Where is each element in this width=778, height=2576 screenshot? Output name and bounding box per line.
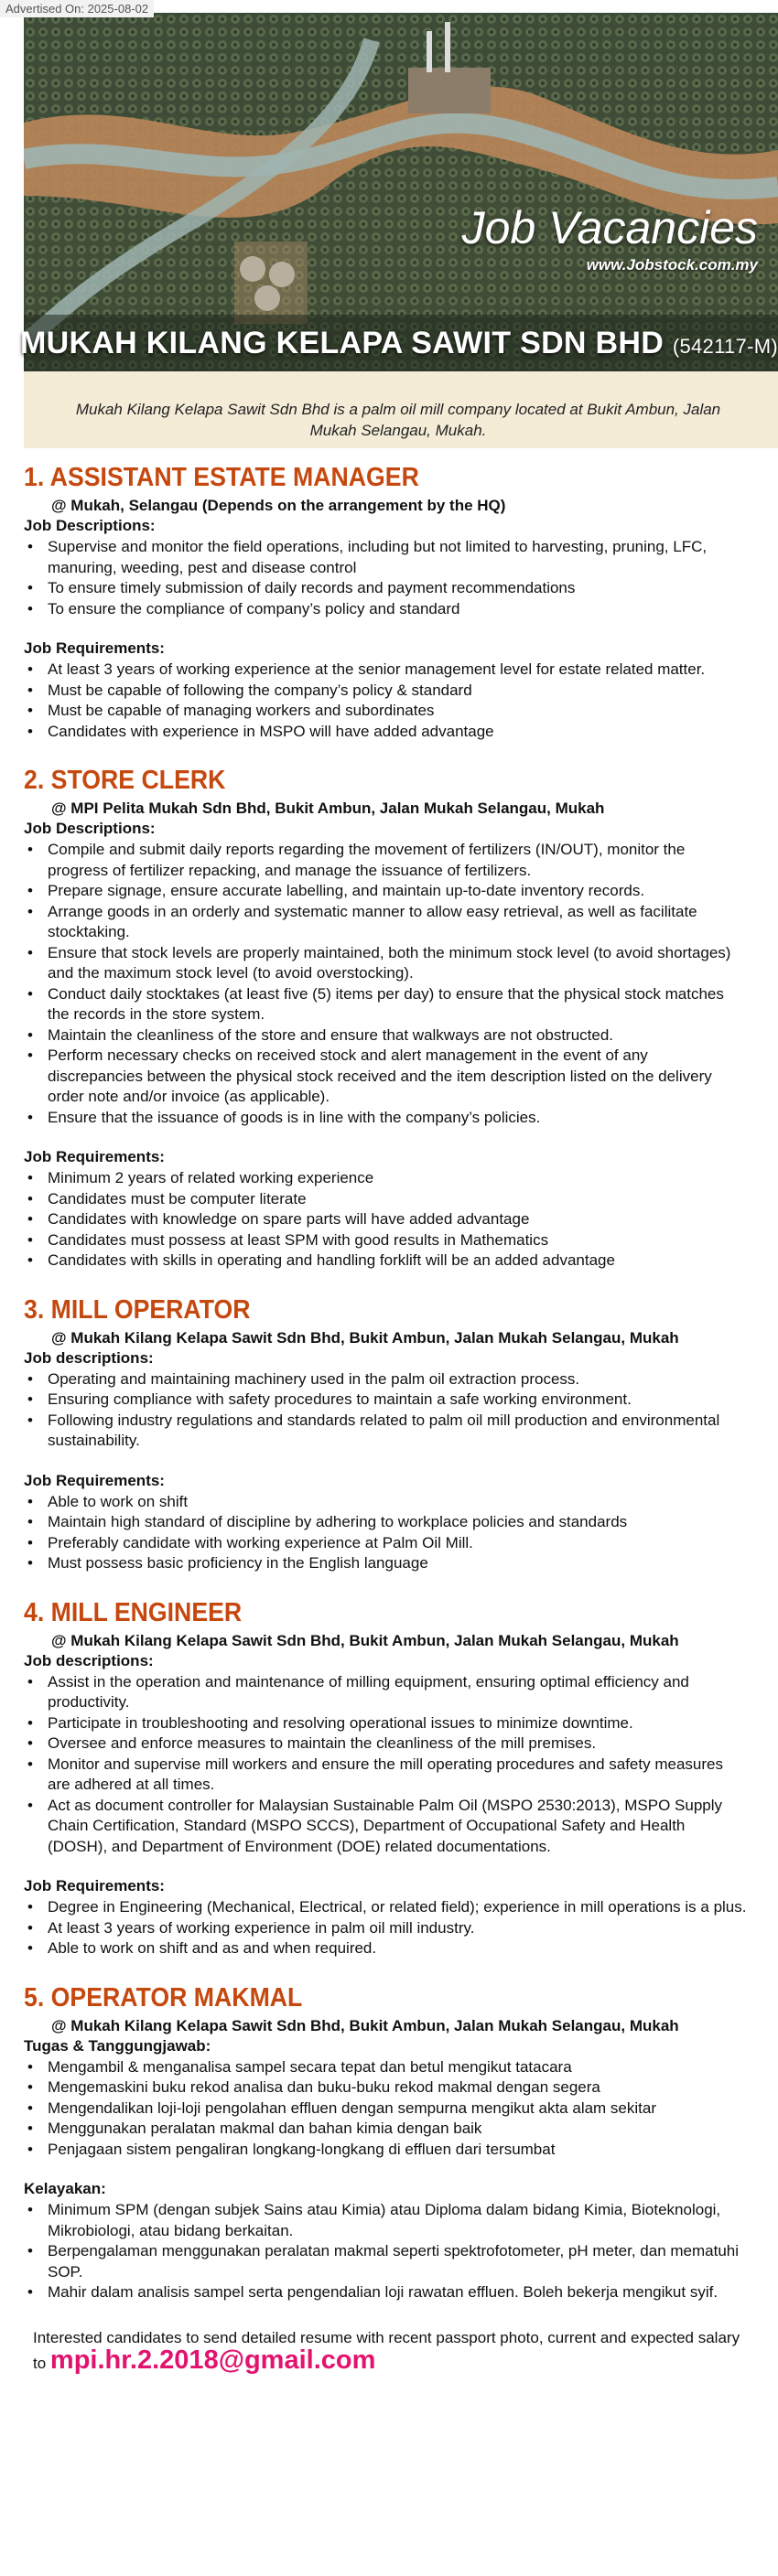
spacer [24,2160,747,2180]
requirements-list [24,660,747,742]
spacer [24,742,747,766]
job-section [24,1295,747,1598]
requirement-item: • Maintain high standard of discipline by adhering to workplace policies and standards [24,1512,747,1533]
requirements-list [24,1168,747,1272]
requirements-list [24,1897,747,1959]
description-item: • Perform necessary checks on received stock and alert management in the event of any discrepancies between the physical stock received and the item description listed on the delivery order note and/or invoice (as applicable). [24,1046,747,1108]
requirement-item: • Candidates with skills in operating and handling forklift will be an added advantage [24,1250,747,1272]
description-item: • Arrange goods in an orderly and systematic manner to allow easy retrieval, as well as facilitate stocktaking. [24,902,747,943]
spacer [24,1574,747,1598]
footer-text: Interested candidates to send detailed resume with recent passport photo, current and expected salary to [33,2328,740,2372]
job-listing [24,463,747,2375]
job-title: 5. OPERATOR MAKMAL [24,1982,303,2012]
job-location: @ Mukah Kilang Kelapa Sawit Sdn Bhd, Bukit Ambun, Jalan Mukah Selangau, Mukah [51,1328,679,1347]
job-section [24,1983,747,2327]
application-footer [33,2327,747,2375]
description-item: • Monitor and supervise mill workers and ensure the mill operating procedures and safety measures are adhered at all times. [24,1755,747,1796]
requirement-item: • Mahir dalam analisis sampel serta pengendalian loji rawatan effluen. Boleh bekerja mengikut syif. [24,2282,747,2303]
requirement-item: • Must possess basic proficiency in the English language [24,1553,747,1574]
requirement-item: • Candidates with experience in MSPO will have added advantage [24,722,747,743]
requirement-item: • Candidates must possess at least SPM with good results in Mathematics [24,1230,747,1251]
company-description: Mukah Kilang Kelapa Sawit Sdn Bhd is a palm oil mill company located at Bukit Ambun, Jalan Mukah Selangau, Mukah. [75,401,721,439]
requirement-item: • At least 3 years of working experience in palm oil mill industry. [24,1918,747,1939]
spacer [24,1452,747,1472]
requirement-item: • Able to work on shift [24,1492,747,1513]
description-item: • Penjagaan sistem pengaliran longkang-longkang di effluen dari tersumbat [24,2140,747,2161]
description-item: • Menggunakan peralatan makmal dan bahan kimia dengan baik [24,2119,747,2140]
company-name-text: MUKAH KILANG KELAPA SAWIT SDN BHD [20,326,665,360]
description-item: • Operating and maintaining machinery used in the palm oil extraction process. [24,1369,747,1390]
description-item: • Compile and submit daily reports regarding the movement of fertilizers (IN/OUT), monitor the progress of fertilizer repacking, and manage the issuance of fertilizers. [24,840,747,881]
job-location: @ Mukah Kilang Kelapa Sawit Sdn Bhd, Bukit Ambun, Jalan Mukah Selangau, Mukah [51,2016,679,2034]
requirements-heading: Job Requirements: [24,1877,165,1894]
description-item: • Supervise and monitor the field operations, including but not limited to harvesting, pruning, LFC, manuring, weeding, pest and disease control [24,537,747,578]
descriptions-heading: Job Descriptions: [24,517,156,534]
requirement-item: • Must be capable of managing workers and subordinates [24,701,747,722]
description-item: • Ensuring compliance with safety procedures to maintain a safe working environment. [24,1390,747,1411]
description-item: • Assist in the operation and maintenance of milling equipment, ensuring optimal efficiency and productivity. [24,1672,747,1713]
requirement-item: • Candidates must be computer literate [24,1189,747,1210]
descriptions-heading: Job descriptions: [24,1348,154,1367]
requirements-list [24,1492,747,1574]
job-location: @ Mukah, Selangau (Depends on the arrangement by the HQ) [51,497,506,514]
description-item: • Mengemaskini buku rekod analisa dan buku-buku rekod makmal dengan segera [24,2077,747,2098]
requirement-item: • Minimum SPM (dengan subjek Sains atau Kimia) atau Diploma dalam bidang Kimia, Bioteknologi, Mikrobiologi, atau bidang berkaitan. [24,2200,747,2241]
description-item: • Mengambil & menganalisa sampel secara tepat dan betul mengikut tatacara [24,2057,747,2078]
advertised-date: Advertised On: 2025-08-02 [0,0,154,17]
spacer [24,1128,747,1148]
requirement-item: • Must be capable of following the company’s policy & standard [24,681,747,702]
descriptions-list [24,537,747,619]
jobs-container [24,463,747,2327]
spacer [24,619,747,639]
contact-email[interactable]: mpi.hr.2.2018@gmail.com [49,2345,376,2375]
job-location: @ MPI Pelita Mukah Sdn Bhd, Bukit Ambun, Jalan Mukah Selangau, Mukah [51,800,605,817]
job-title: 4. MILL ENGINEER [24,1597,243,1627]
job-section [24,463,747,766]
spacer [24,1959,747,1983]
requirements-list [24,2200,747,2303]
description-item: • Maintain the cleanliness of the store and ensure that walkways are not obstructed. [24,1025,747,1046]
description-item: • Following industry regulations and standards related to palm oil mill production and environmental sustainability. [24,1411,747,1452]
requirement-item: • Minimum 2 years of related working experience [24,1168,747,1189]
job-section [24,1598,747,1983]
job-section [24,766,747,1295]
requirements-heading: Job Requirements: [24,1471,165,1489]
requirement-item: • Preferably candidate with working experience at Palm Oil Mill. [24,1533,747,1554]
spacer [24,1272,747,1295]
job-location: @ Mukah Kilang Kelapa Sawit Sdn Bhd, Bukit Ambun, Jalan Mukah Selangau, Mukah [51,1631,679,1649]
requirement-item: • Able to work on shift and as and when required. [24,1938,747,1959]
job-vacancies-heading: Job Vacancies [461,202,758,253]
company-reg-no: (542117-M) [672,335,778,358]
description-item: • Ensure that stock levels are properly maintained, both the minimum stock level (to avoid shortages) and the maximum stock level (to avoid overstocking). [24,943,747,984]
site-url[interactable]: www.Jobstock.com.my [586,256,758,274]
job-title: 2. STORE CLERK [24,766,226,795]
description-item: • To ensure the compliance of company’s policy and standard [24,599,747,620]
requirements-heading: Job Requirements: [24,1148,165,1165]
descriptions-heading: Job descriptions: [24,1651,154,1669]
description-item: • Conduct daily stocktakes (at least five (5) items per day) to ensure that the physical stock matches the records in the store system. [24,984,747,1025]
requirements-heading: Kelayakan: [24,2180,106,2197]
company-name [20,326,778,361]
description-item: • Participate in troubleshooting and resolving operational issues to minimize downtime. [24,1713,747,1734]
requirement-item: • Candidates with knowledge on spare parts will have added advantage [24,1209,747,1230]
requirement-item: • Degree in Engineering (Mechanical, Electrical, or related field); experience in mill operations is a plus. [24,1897,747,1918]
descriptions-list [24,840,747,1128]
description-item: • Ensure that the issuance of goods is in line with the company’s policies. [24,1108,747,1129]
descriptions-list [24,2057,747,2161]
description-item: • To ensure timely submission of daily records and payment recommendations [24,578,747,599]
description-item: • Act as document controller for Malaysian Sustainable Palm Oil (MSPO 2530:2013), MSPO Supply Chain Certification, Standard (MSPO SCCS), Department of Occupational Safety and Health (DOSH), and Department of Environment (DOE) related documentations. [24,1796,747,1858]
description-item: • Oversee and enforce measures to maintain the cleanliness of the mill premises. [24,1733,747,1755]
descriptions-heading: Job Descriptions: [24,820,156,837]
description-item: • Prepare signage, ensure accurate labelling, and maintain up-to-date inventory records. [24,881,747,902]
description-item: • Mengendalikan loji-loji pengolahan effluen dengan sempurna mengikut akta alam sekitar [24,2098,747,2120]
descriptions-heading: Tugas & Tanggungjawab: [24,2036,211,2055]
requirements-heading: Job Requirements: [24,639,165,657]
job-title: 3. MILL OPERATOR [24,1294,251,1325]
job-title: 1. ASSISTANT ESTATE MANAGER [24,463,419,492]
spacer [24,2303,747,2327]
spacer [24,1857,747,1877]
requirement-item: • Berpengalaman menggunakan peralatan makmal seperti spektrofotometer, pH meter, dan mematuhi SOP. [24,2241,747,2282]
descriptions-list [24,1369,747,1452]
descriptions-list [24,1672,747,1858]
requirement-item: • At least 3 years of working experience at the senior management level for estate related matter. [24,660,747,681]
